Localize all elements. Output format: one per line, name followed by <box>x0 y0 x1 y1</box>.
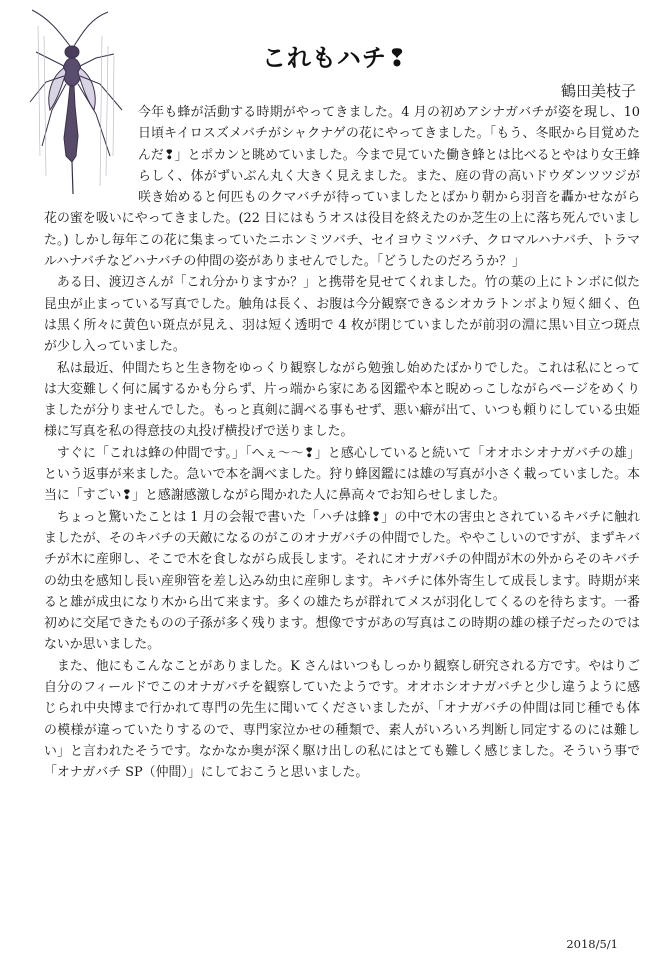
paragraph-2: ある日、渡辺さんが「これ分かりますか？」と携帯を見せてくれました。竹の葉の上にトンボに似た昆虫が止まっている写真でした。触角は長く、お腹は今分観察できるシオカラトンボより短く細く、色は黒く所々に黄色い斑点が見え、羽は短く透明で 4 枚が閉じていましたが前羽の淵に黒い目立つ斑点が少し入っていました。 <box>44 275 640 355</box>
article-body <box>44 102 640 784</box>
paragraph-4: すぐに「これは蜂の仲間です。」「へぇ～～❢」と感心していると続いて「オオホシオナガバチの雄」という返事が来ました。急いで本を調べました。狩り蜂図鑑には雄の写真が小さく載っていました。本当に「すごい❢」と感謝感激しながら聞かれた人に鼻高々でお知らせしました。 <box>44 445 640 504</box>
author-name: 鶴田美枝子 <box>560 82 636 100</box>
paragraph-5: ちょっと驚いたことは 1 月の会報で書いた「ハチは蜂❢」の中で木の害虫とされているキバチに触れましたが、そのキバチの天敵になるのがこのオナガバチの仲間でした。ややこしいのですが、まずキバチが木に産卵し、そこで木を食しながら成長します。それにオナガバチの仲間が木の外からそのキバチの幼虫を感知し長い産卵管を差し込み幼虫に産卵します。キバチに体外寄生して成長します。時期が来ると雄が成虫になり木から出て来ます。多くの雄たちが群れてメスが羽化してくるのを待ちます。一番初めに交尾できたものの子孫が多く残ります。想像ですがあの写真はこの時期の雄の様子だったのではないか思いました。 <box>44 509 640 653</box>
illustration-spacer <box>44 102 138 188</box>
paragraph-3: 私は最近、仲間たちと生き物をゆっくり観察しながら勉強し始めたばかりでした。これは私にとっては大変難しく何に属するかも分らず、片っ端から家にある図鑑や本と睨めっこしながらページをめくりましたが分りませんでした。もっと真剣に調べる事もせず、悪い癖が出て、いつも頼りにしている虫姫様に写真を私の得意技の丸投げ横投げで送りました。 <box>44 360 640 440</box>
paragraph-1: 今年も蜂が活動する時期がやってきました。4 月の初めアシナガバチが姿を現し、10 日頃キイロスズメバチがシャクナゲの花にやってきました。「もう、冬眠から目覚めたんだ❢」とポカンと眺めていました。今まで見ていた働き蜂とは比べるとやはり女王蜂らしく、体がずいぶん丸く大きく見えました。また、庭の背の高いドウダンツツジが咲き始めると何匹ものクマバチが待っていましたとばかり朝から羽音を轟かせながら花の蜜を吸いにやってきました。(22 日にはもうオスは役目を終えたのか芝生の上に落ち死んでいました。) しかし毎年この花に集まっていたニホンミツバチ、セイヨウミツバチ、クロマルハナバチ、トラマルハナバチなどハナバチの仲間の姿がありませんでした。「どうしたのだろうか？」 <box>44 105 640 270</box>
paragraph-6: また、他にもこんなことがありました。K さんはいつもしっかり観察し研究される方です。やはりご自分のフィールドでこのオナガバチを観察していたようです。オオホシオナガバチと少し違うように感じられ中央博まで行かれて専門の先生に聞いてくださいましたが、「オナガバチの仲間は同じ種でも体の模様が違っていたりするので、専門家泣かせの種類で、素人がいろいろ判断し同定するのには難しい」と言われたそうです。なかなか奥が深く駆け出しの私にはとても難しく感じました。そういう事で「オナガバチ SP（仲間）」にしておこうと思いました。 <box>44 658 640 781</box>
publish-date: 2018/5/1 <box>566 937 618 951</box>
page-title: これもハチ❢ <box>261 44 409 72</box>
